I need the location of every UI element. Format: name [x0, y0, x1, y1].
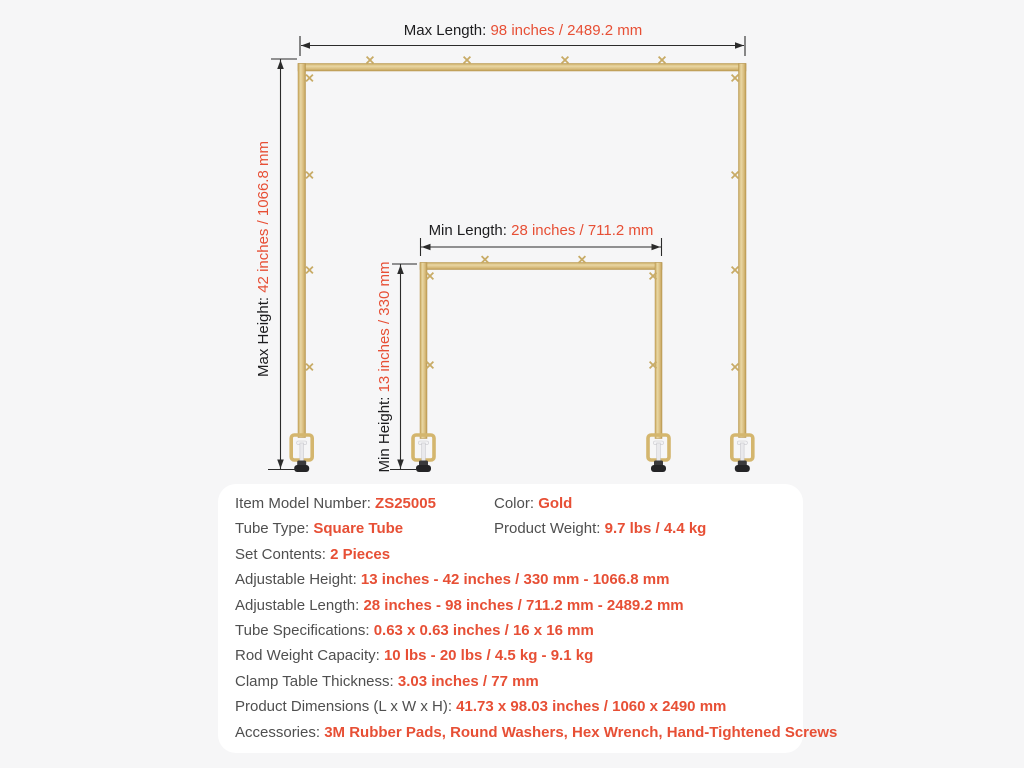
specifications-panel: [218, 484, 838, 753]
spec-accessories: Accessories: 3M Rubber Pads, Round Washers, Hex Wrench, Hand-Tightened Screws: [235, 723, 838, 741]
spec-set-contents: Set Contents: 2 Pieces: [235, 545, 391, 563]
min-frame-right-pole: [655, 263, 662, 439]
max-height-caption: Max Height:: [255, 292, 272, 377]
spec-adjustable-height: Adjustable Height: 13 inches - 42 inches / 330 mm - 1066.8 mm: [235, 571, 670, 589]
table-clamp-icon: [413, 435, 434, 472]
spec-tube-specifications: Tube Specifications: 0.63 x 0.63 inches / 16 x 16 mm: [235, 621, 594, 639]
min-height-label: [376, 262, 394, 473]
spec-adjustable-length: Adjustable Length: 28 inches - 98 inches / 711.2 mm - 2489.2 mm: [235, 596, 684, 614]
min-frame-left-pole: [420, 263, 427, 439]
spec-product-dimensions: Product Dimensions (L x W x H): 41.73 x 98.03 inches / 1060 x 2490 mm: [235, 698, 727, 716]
max-frame-left-pole: [298, 64, 306, 438]
thumb-screw-icons: [306, 57, 738, 371]
table-clamp-icon: [732, 435, 753, 472]
max-frame-top-bar: [298, 64, 746, 72]
thumb-screw-icons: [427, 256, 657, 368]
max-height-label: [255, 141, 273, 377]
max-height-value: 42 inches / 1066.8 mm: [255, 141, 272, 293]
spec-clamp-table-thickness: Clamp Table Thickness: 3.03 inches / 77 mm: [235, 672, 539, 690]
spec-item-model-number: Item Model Number: ZS25005: [235, 495, 436, 512]
min-length-label: [420, 222, 662, 240]
spec-row: [235, 516, 803, 541]
spec-tube-type: Tube Type: Square Tube: [235, 520, 404, 538]
min-size-frame: [413, 256, 669, 472]
min-length-dimension-line: [421, 238, 662, 256]
spec-color: Color: Gold: [494, 495, 573, 512]
max-length-caption: Max Length:: [403, 22, 491, 39]
min-height-caption: Min Height:: [376, 392, 393, 473]
min-frame-top-bar: [420, 263, 662, 270]
spec-rod-weight-capacity: Rod Weight Capacity: 10 lbs - 20 lbs / 4.5 kg - 9.1 kg: [235, 647, 594, 665]
min-length-value: 28 inches / 711.2 mm: [511, 222, 654, 239]
min-height-value: 13 inches / 330 mm: [376, 261, 393, 393]
spec-product-weight: Product Weight: 9.7 lbs / 4.4 kg: [494, 520, 707, 538]
min-length-caption: Min Length:: [428, 222, 512, 239]
table-clamp-icon: [648, 435, 669, 472]
max-frame-right-pole: [739, 64, 747, 438]
spec-row: [235, 491, 803, 516]
table-clamp-icon: [291, 435, 312, 472]
max-length-label: [300, 22, 746, 40]
max-length-value: 98 inches / 2489.2 mm: [490, 22, 643, 39]
